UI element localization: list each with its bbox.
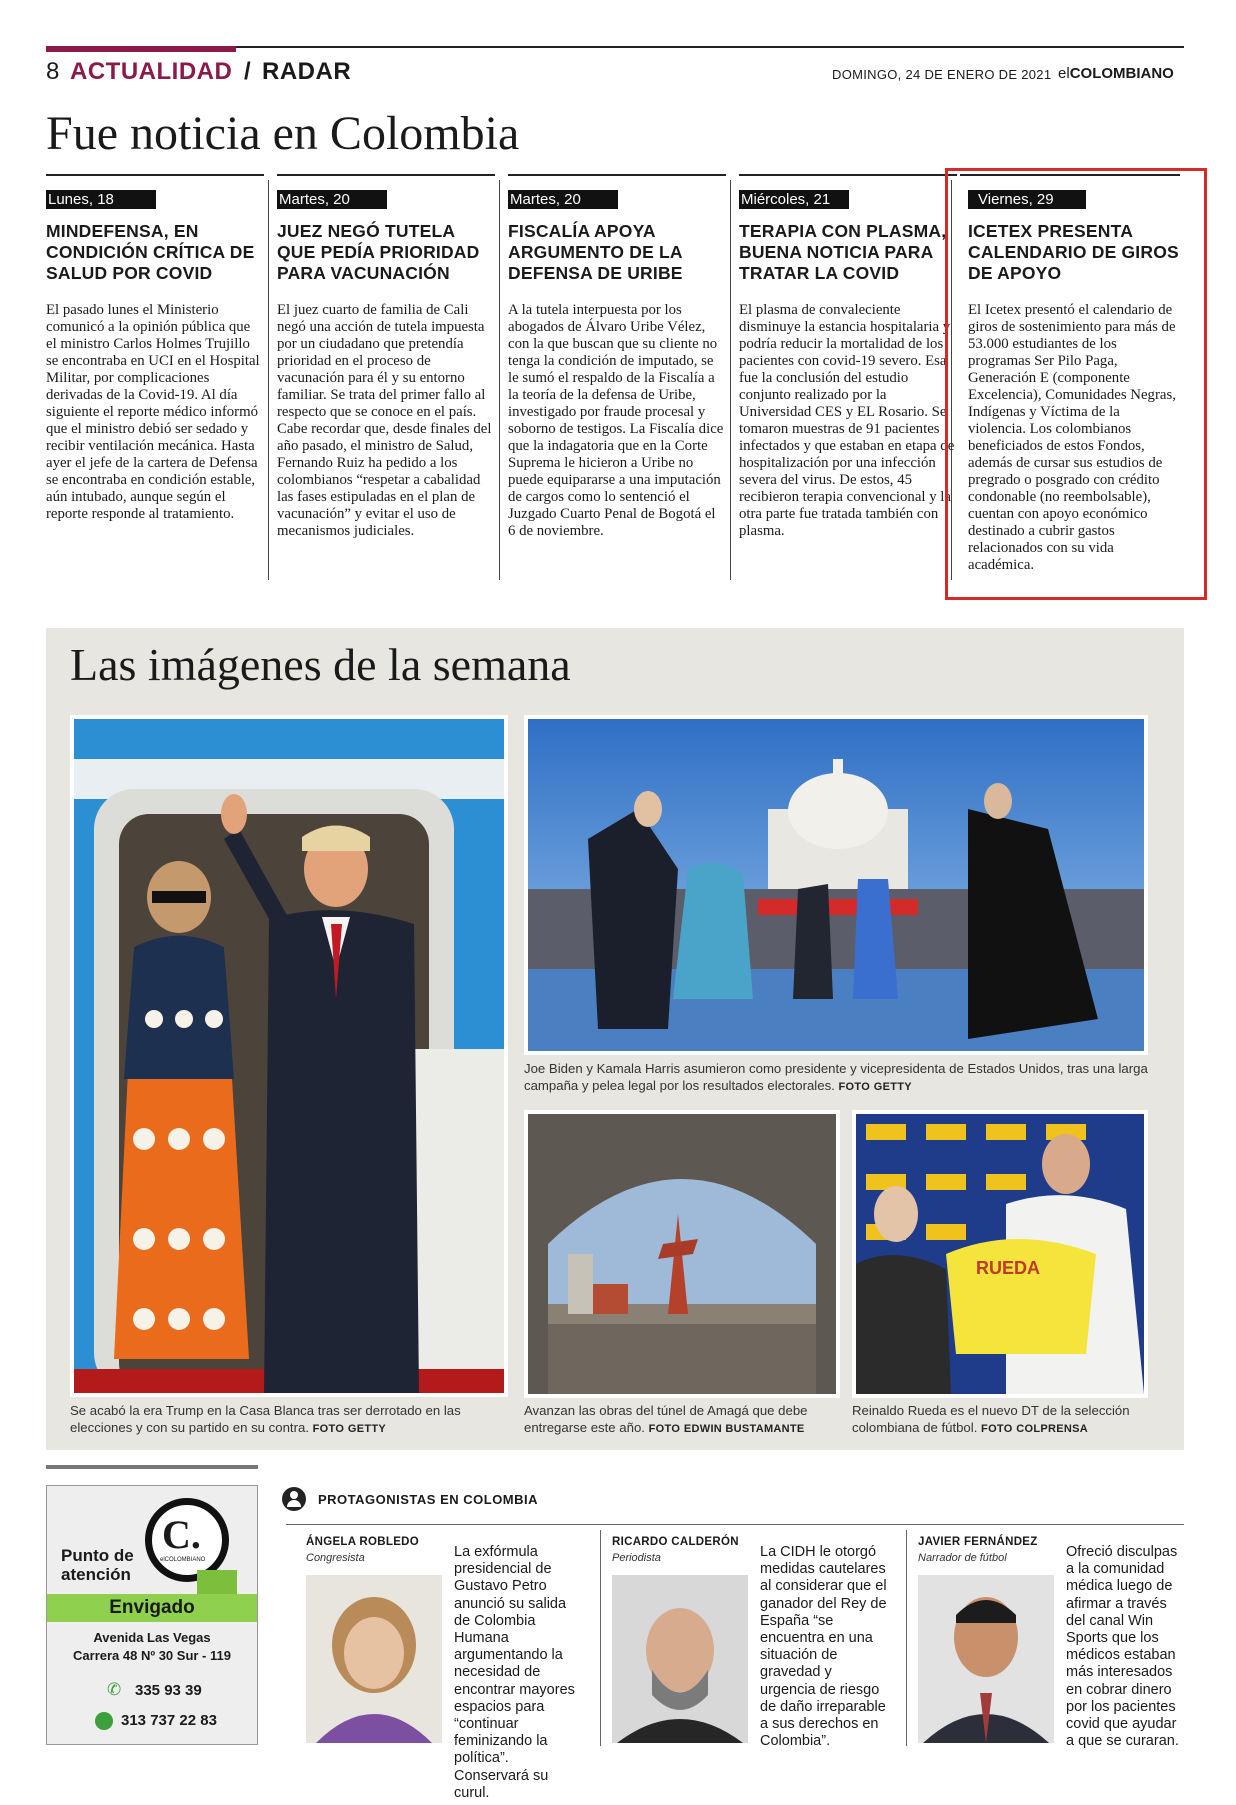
caption-foto-label: FOTO: [648, 1423, 681, 1435]
caption-foto-label: FOTO: [981, 1423, 1013, 1435]
caption-trump: [70, 1402, 510, 1438]
ad-address-line2: Carrera 48 Nº 30 Sur - 119: [73, 1648, 231, 1663]
column-separator: [268, 180, 269, 580]
protagonist-portrait: [306, 1575, 442, 1743]
protagonist-portrait: [612, 1575, 748, 1743]
news-title: JUEZ NEGÓ TUTELA QUE PEDÍA PRIORIDAD PARA VACUNACIÓN: [277, 221, 480, 283]
phone-icon: ✆: [107, 1680, 122, 1699]
caption-credit: GETTY: [347, 1423, 387, 1435]
caption-credit: GETTY: [873, 1081, 912, 1093]
protagonists-title: PROTAGONISTAS EN COLOMBIA: [318, 1492, 539, 1507]
news-body: El plasma de convaleciente disminuye la estancia hospitalaria y podría reducir la mortalidad de los pacientes con covid-19 severo. Esa fue la conclusión del estudio conjunto realizado por la Universidad CES y EL Rosario. Se tomaron muestras de 91 pacientes infectados y que estaban en etapa de hospitalización por una infección severa del virus. De estos, 45 recibieron terapia convencional y la otra parte fue tratada también con plasma.: [739, 302, 955, 539]
person-icon: [282, 1487, 306, 1511]
tunnel-photo-illustration: [528, 1114, 836, 1394]
caption-credit: EDWIN BUSTAMANTE: [683, 1423, 805, 1435]
subsection-label: RADAR: [262, 58, 352, 85]
protagonist-role: Congresista: [306, 1552, 365, 1564]
caption-tunnel: [524, 1402, 844, 1438]
caption-biden: [524, 1060, 1164, 1096]
news-body: A la tutela interpuesta por los abogados de Álvaro Uribe Vélez, con la que buscan que su cliente no tenga la condición de imputado, se le sumó el respaldo de la Fiscalía a la teoría de la defensa de Uribe, investigado por fraude procesal y soborno de testigos. La Fiscalía dice que la indagatoria que en la Corte Suprema le hicieron a Uribe no puede equipararse a una imputación de cargos como lo sentenció el Juzgado Cuarto Penal de Bogotá el 6 de noviembre.: [508, 302, 724, 539]
caption-credit: COLPRENSA: [1016, 1423, 1089, 1435]
news-body: El Icetex presentó el calendario de giros de sostenimiento para más de 53.000 estudiantes de los programas Ser Pilo Paga, Generación E (componente Excelencia), Comunidades Negras, Indígenas y Víctima de la violencia. Los colombianos beneficiados de estos Fondos, además de cursar sus estudios de pregrado o posgrado con crédito condonable (no reembolsable), cuentan con apoyo económico destinado a cubrir gastos relacionados con su vida académica.: [968, 302, 1176, 573]
protagonists-rule: [286, 1524, 1184, 1525]
page-headline: Fue noticia en Colombia: [46, 107, 520, 160]
ad-address-line1: Avenida Las Vegas: [93, 1630, 211, 1645]
news-title: MINDEFENSA, EN CONDICIÓN CRÍTICA DE SALUD POR COVID: [46, 221, 255, 283]
column-separator: [600, 1530, 601, 1746]
ad-city: Envigado: [47, 1594, 257, 1622]
column-rule: [508, 174, 726, 176]
column-separator: [906, 1530, 907, 1746]
protagonist-text: Ofreció disculpas a la comunidad médica luego de afirmar a través del canal Win Sports que los médicos estaban más interesados en cobrar dinero por los pacientes covid que ayudar a que se curaran.: [1066, 1544, 1179, 1750]
news-item: [46, 190, 264, 523]
protagonist-role: Narrador de fútbol: [918, 1552, 1007, 1564]
news-day-label: Martes, 20: [508, 190, 618, 209]
news-day-label: Viernes, 29: [968, 190, 1086, 209]
service-point-ad: [46, 1485, 258, 1745]
column-rule: [46, 174, 264, 176]
news-title: ICETEX PRESENTA CALENDARIO DE GIROS DE APOYO: [968, 221, 1179, 283]
news-title: FISCALÍA APOYA ARGUMENTO DE LA DEFENSA DE URIBE: [508, 221, 683, 283]
jersey-name: RUEDA: [976, 1258, 1041, 1278]
protagonist-text: La exfórmula presidencial de Gustavo Petro anunció su salida de Colombia Humana argumentando la necesidad de encontrar mayores espacios para “continuar feminizando la política”. Conservará su curul.: [454, 1544, 575, 1801]
section-label: ACTUALIDAD: [70, 58, 233, 85]
photo-amaga-tunnel: [524, 1110, 840, 1398]
section-separator: /: [244, 58, 251, 85]
trump-photo-illustration: [74, 719, 504, 1393]
brand-name: COLOMBIANO: [1069, 65, 1174, 82]
page-number: 8: [46, 58, 60, 85]
column-separator: [730, 180, 731, 580]
gallery-title: Las imágenes de la semana: [70, 639, 571, 690]
news-title: TERAPIA CON PLASMA, BUENA NOTICIA PARA TRATAR LA COVID: [739, 221, 947, 283]
column-rule: [739, 174, 957, 176]
news-day-label: Miércoles, 21: [739, 190, 849, 209]
photo-biden-inauguration: [524, 715, 1148, 1055]
news-item: [277, 190, 495, 540]
news-day-label: Martes, 20: [277, 190, 387, 209]
protagonist-name: JAVIER FERNÁNDEZ: [918, 1536, 1038, 1548]
news-item: [739, 190, 957, 540]
ad-label: Punto de atención: [61, 1546, 134, 1584]
protagonist-name: RICARDO CALDERÓN: [612, 1536, 739, 1548]
whatsapp-icon: [95, 1712, 113, 1730]
highlight-box: [945, 168, 1207, 600]
protagonist-text: La CIDH le otorgó medidas cautelares al considerar que el ganador del Rey de España “se encuentra en una situación de gravedad y urgencia de riesgo de daño irreparable a sus derechos en Colombia”.: [760, 1544, 887, 1750]
caption-foto-label: FOTO: [838, 1081, 871, 1093]
photo-trump-farewell: [70, 715, 508, 1397]
rueda-photo-illustration: [856, 1114, 1144, 1394]
column-rule: [277, 174, 495, 176]
caption-foto-label: FOTO: [312, 1423, 345, 1435]
ad-whatsapp: 313 737 22 83: [121, 1712, 217, 1729]
issue-date: DOMINGO, 24 DE ENERO DE 2021: [832, 67, 1052, 82]
top-accent-bar: [46, 46, 236, 52]
protagonist-name: ÁNGELA ROBLEDO: [306, 1536, 420, 1548]
biden-photo-illustration: [528, 719, 1144, 1051]
brand-prefix: el: [1058, 65, 1070, 82]
news-body: El juez cuarto de familia de Cali negó una acción de tutela impuesta por un ciudadano que pretendía prioridad en el proceso de vacunación para él y su entorno familiar. Se trata del primer fallo al respecto que se conoce en el país. Cabe recordar que, desde finales del año pasado, el ministro de Salud, Fernando Ruiz ha pedido a los colombianos “respetar a cabalidad las fases estipuladas en el plan de vacunación” y evitar el uso de mecanismos judiciales.: [277, 302, 492, 539]
masthead-brand: [1058, 65, 1174, 82]
news-item: [508, 190, 726, 540]
caption-text: Se acabó la era Trump en la Casa Blanca tras ser derrotado en las elecciones y con su partido en su contra.: [70, 1403, 461, 1435]
caption-text: Avanzan las obras del túnel de Amagá que debe entregarse este año.: [524, 1403, 808, 1435]
logo-letter: C.: [162, 1512, 201, 1557]
photo-reinaldo-rueda: [852, 1110, 1148, 1398]
caption-rueda: [852, 1402, 1152, 1438]
protagonist-role: Periodista: [612, 1552, 661, 1564]
column-separator: [499, 180, 500, 580]
protagonist-portrait: [918, 1575, 1054, 1743]
ad-phone: 335 93 39: [135, 1682, 202, 1699]
caption-text: Reinaldo Rueda es el nuevo DT de la selección colombiana de fútbol.: [852, 1403, 1130, 1435]
news-day-label: Lunes, 18: [46, 190, 156, 209]
news-body: El pasado lunes el Ministerio comunicó a la opinión pública que el ministro Carlos Holmes Trujillo se encontraba en UCI en el Hospital Militar, por complicaciones derivadas de la Covid-19. Al día siguiente el reporte médico informó que el ministro debió ser sedado y recibir ventilación mecánica. Hasta ayer el jefe de la cartera de Defensa se encontraba en condición estable, aún intubado, aunque según el reporte responde al tratamiento.: [46, 302, 260, 522]
logo-text: elCOLOMBIANO: [160, 1557, 206, 1563]
caption-text: Joe Biden y Kamala Harris asumieron como presidente y vicepresidenta de Estados Unidos, tras una larga campaña y pelea legal por los resultados electorales.: [524, 1061, 1148, 1093]
bottom-rule: [46, 1465, 258, 1469]
